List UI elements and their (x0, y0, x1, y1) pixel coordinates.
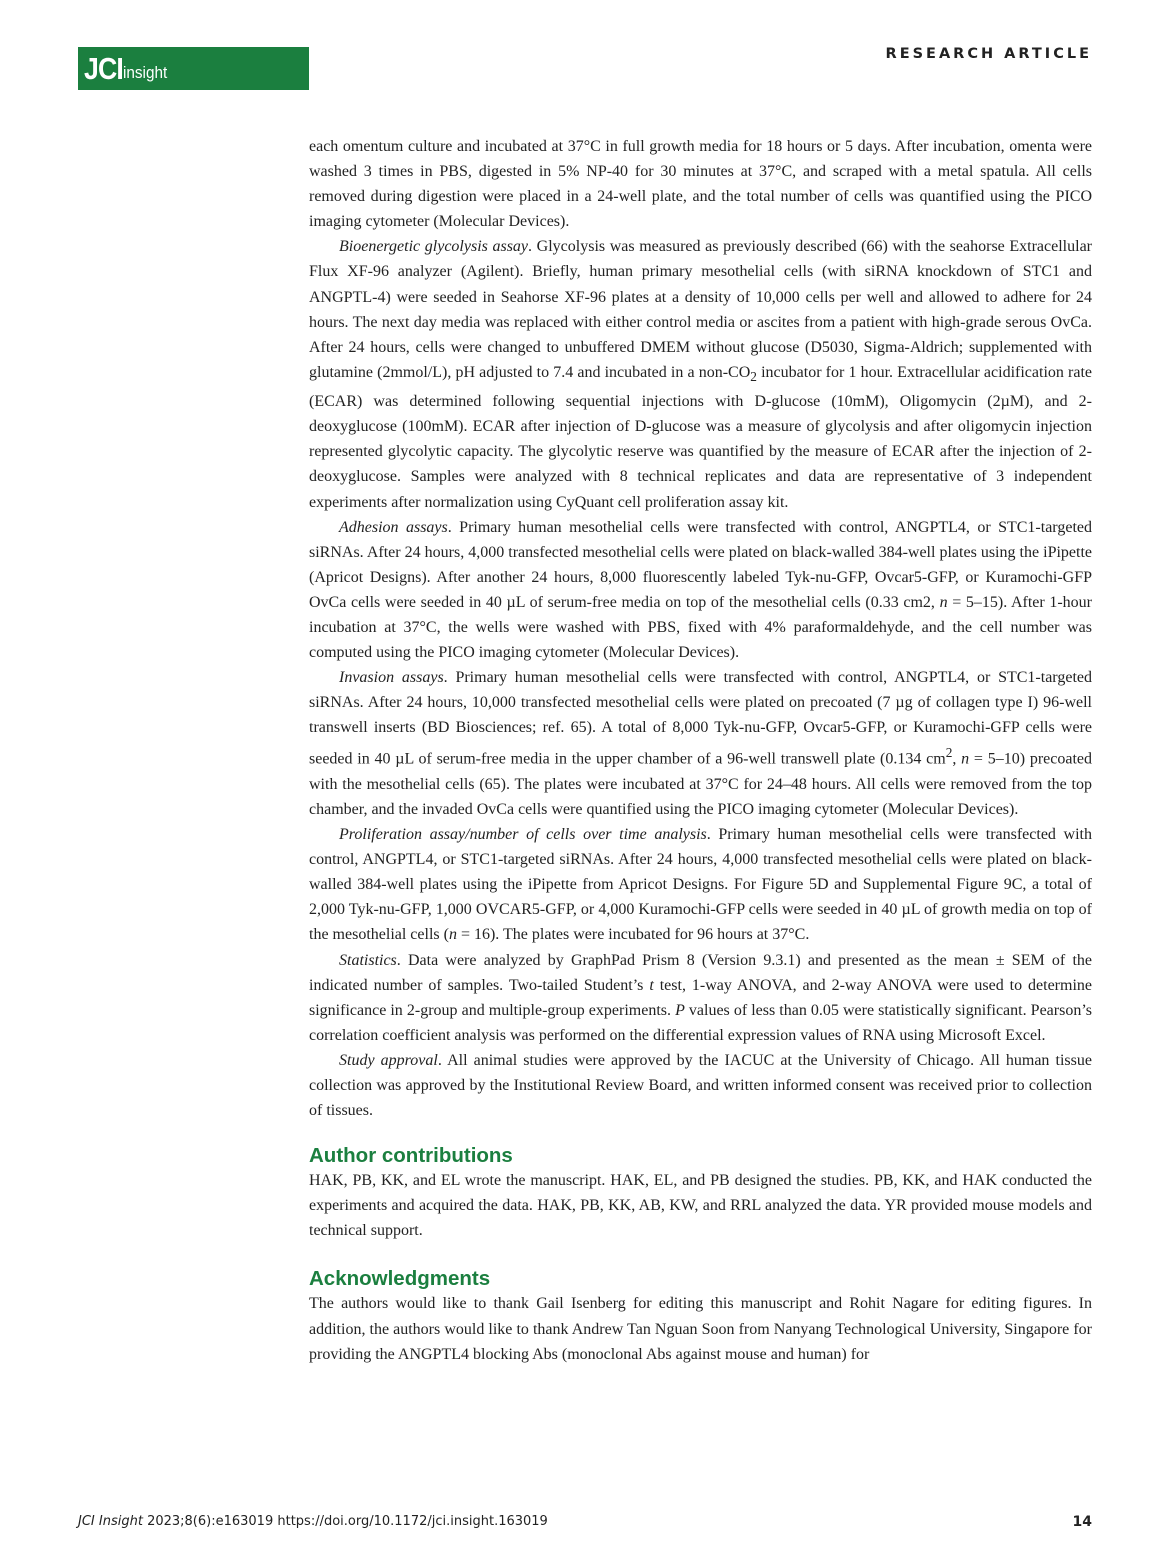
acknowledgments-heading: Acknowledgments (309, 1267, 491, 1291)
article-type-label: RESEARCH ARTICLE (885, 46, 1092, 62)
study-approval-paragraph: Study approval. All animal studies were approved by the IACUC at the University of Chicago. All human tissue collection was approved by the Institutional Review Board, and written informed consent was received prior to collection of tissues. (309, 1051, 1092, 1120)
glycolysis-paragraph: Bioenergetic glycolysis assay. Glycolysis was measured as previously described (66) with the seahorse Extracellular Flux XF-96 analyzer (Agilent). Briefly, human primary mesothelial cells (with siRNA knockdown of STC1 and ANGPTL-4) were seeded in Seahorse XF-96 plates at a density of 10,000 cells per well and allowed to adhere for 24 hours. The next day media was replaced with either control media or ascites from a patient with high-grade serous OvCa. After 24 hours, cells were changed to unbuffered DMEM without glucose (D5030, Sigma-Aldrich; supplemented with glutamine (2mmol/L), pH adjusted to 7.4 and incubated in a non-$CO_2$ incubator for 1 hour. Extracellular acidification rate (ECAR) was determined following sequential injections with D-glucose (10mM), Oligomycin (2µM), and 2-deoxyglucose (100mM). ECAR after injection of D-glucose was a measure of glycolysis and after oligomycin injection represented glycolytic capacity. The glycolytic reserve was quantified by the measure of ECAR after the injection of 2-deoxyglucose. Samples were analyzed with 8 technical replicates and data are representative of 3 independent experiments after normalization using CyQuant cell proliferation assay kit. (309, 238, 1093, 511)
journal-logo (78, 47, 309, 90)
study-approval-title: Study approval (339, 1051, 438, 1069)
statistics-title: Statistics (339, 951, 397, 969)
page-number: 14 (1072, 1514, 1092, 1530)
author-contributions-heading: Author contributions (309, 1144, 513, 1168)
adhesion-title: Adhesion assays (339, 518, 448, 536)
citation-footer (78, 1514, 548, 1529)
proliferation-title: Proliferation assay/number of cells over time analysis (339, 826, 707, 844)
doi-citation: 2023;8(6):e163019 https://doi.org/10.1172/jci.insight.163019 (142, 1514, 548, 1529)
invasion-title: Invasion assays (339, 669, 444, 687)
logo-subtitle: insight (123, 62, 168, 82)
author-contributions-text: HAK, PB, KK, and EL wrote the manuscript. HAK, EL, and PB designed the studies. PB, KK, and HAK conducted the experiments and acquired the data. HAK, PB, KK, AB, KW, and RRL analyzed the data. YR provided mouse models and technical support. (309, 1172, 1092, 1240)
co2-subscript: 2 (750, 369, 757, 385)
acknowledgments-text: The authors would like to thank Gail Isenberg for editing this manuscript and Rohit Nagare for editing figures. In addition, the authors would like to thank Andrew Tan Nguan Soon from Nanyang Technological University, Singapore for providing the ANGPTL4 blocking Abs (monoclonal Abs against mouse and human) for (309, 1295, 1092, 1363)
glycolysis-title: Bioenergetic glycolysis assay (339, 238, 529, 256)
invasion-paragraph: Invasion assays. Primary human mesothelial cells were transfected with control, ANGPTL4, or STC1-targeted siRNAs. After 24 hours, 10,000 transfected mesothelial cells were plated on precoated (7 µg of collagen type I) 96-well transwell inserts (BD Biosciences; ref. 65). A total of 8,000 Tyk-nu-GFP, Ovcar5-GFP, or Kuramochi-GFP cells were seeded in 40 µL of serum-free media in the upper chamber of a 96-well transwell plate (0.134 $cm^2$, n = 5–10) precoated with the mesothelial cells (65). The plates were incubated at 37°C for 24–48 hours. All cells were removed from the top chamber, and the invaded OvCa cells were quantified using the PICO imaging cytometer (Molecular Devices). (309, 669, 1093, 818)
article-body (309, 134, 1092, 1367)
journal-name: JCI Insight (78, 1514, 143, 1529)
statistics-paragraph: Statistics. Data were analyzed by GraphPad Prism 8 (Version 9.3.1) and presented as the mean ± SEM of the indicated number of samples. Two-tailed Student’s t test, 1-way ANOVA, and 2-way ANOVA were used to determine significance in 2-group and multiple-group experiments. P values of less than 0.05 were statistically significant. Pearson’s correlation coefficient analysis was performed on the differential expression values of RNA using Microsoft Excel. (309, 951, 1093, 1044)
omentum-paragraph: each omentum culture and incubated at 37°C in full growth media for 18 hours or 5 days. After incubation, omenta were washed 3 times in PBS, digested in 5% NP-40 for 30 minutes at 37°C, and scraped with a metal spatula. All cells removed during digestion were placed in a 24-well plate, and the total number of cells was quantified using the PICO imaging cytometer (Molecular Devices). (309, 138, 1092, 231)
adhesion-paragraph: Adhesion assays. Primary human mesothelial cells were transfected with control, ANGPTL4, or STC1-targeted siRNAs. After 24 hours, 4,000 transfected mesothelial cells were plated on black-walled 384-well plates using the iPipette (Apricot Designs). After another 24 hours, 8,000 fluorescently labeled Tyk-nu-GFP, Ovcar5-GFP, or Kuramochi-GFP OvCa cells were seeded in 40 µL of serum-free media on top of the mesothelial cells (0.33 cm2, n = 5–15). After 1-hour incubation at 37°C, the wells were washed with PBS, fixed with 4% paraformaldehyde, and the cell number was computed using the PICO imaging cytometer (Molecular Devices). (309, 518, 1092, 662)
proliferation-paragraph: Proliferation assay/number of cells over time analysis. Primary human mesothelial cells were transfected with control, ANGPTL4, or STC1-targeted siRNAs. After 24 hours, 4,000 transfected mesothelial cells were plated on black-walled 384-well plates using the iPipette from Apricot Designs. For Figure 5D and Supplemental Figure 9C, a total of 2,000 Tyk-nu-GFP, 1,000 OVCAR5-GFP, or 4,000 Kuramochi-GFP cells were seeded in 40 µL of growth media on top of the mesothelial cells (n = 16). The plates were incubated for 96 hours at 37°C. (309, 826, 1092, 944)
logo-mark: JCI (84, 50, 123, 86)
